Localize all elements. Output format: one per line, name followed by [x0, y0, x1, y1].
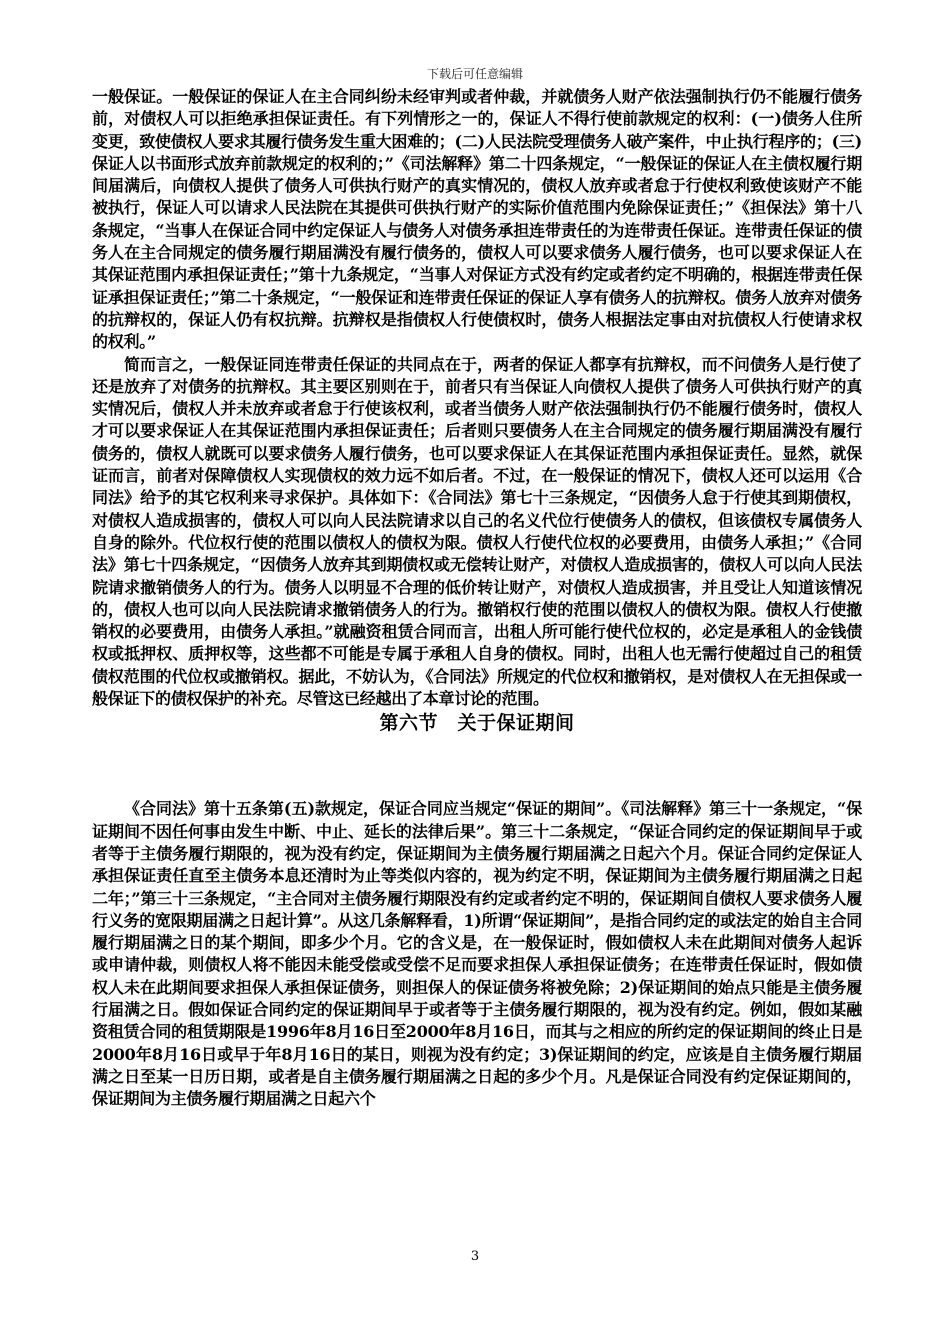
- paragraph-general-guarantee: 一般保证。一般保证的保证人在主合同纠纷未经审判或者仲裁，并就债务人财产依法强制执行仍不能履行债务前，对债权人可以拒绝承担保证责任。有下列情形之一的，保证人不得行使前款规定的权利：(一)债务人住所变更，致使债权人要求其履行债务发生重大困难的；(二)人民法院受理债务人破产案件，中止执行程序的；(三)保证人以书面形式放弃前款规定的权利的；”《司法解释》第二十四条规定，“一般保证的保证人在主债权履行期间届满后，向债权人提供了债务人可供执行财产的真实情况的，债权人放弃或者怠于行使权利致使该财产不能被执行，保证人可以请求人民法院在其提供可供执行财产的实际价值范围内免除保证责任；”《担保法》第十八条规定，“当事人在保证合同中约定保证人与债务人对债务承担连带责任的为连带责任保证。连带责任保证的债务人在主合同规定的债务履行期届满没有履行债务的，债权人可以要求债务人履行债务，也可以要求保证人在其保证范围内承担保证责任；”第十九条规定，“当事人对保证方式没有约定或者约定不明确的，根据连带责任保证承担保证责任；”第二十条规定，“一般保证和连带责任保证的保证人享有债务人的抗辩权。债务人放弃对债务的抗辩权的，保证人仍有权抗辩。抗辩权是指债权人行使债权时，债务人根据法定事由对抗债权人行使请求权的权利。”: [92, 87, 862, 352]
- page-number: 3: [470, 1249, 480, 1264]
- paragraph-guarantee-period: 《合同法》第十五条第(五)款规定，保证合同应当规定“保证的期间”。《司法解释》第三十一条规定，“保证期间不因任何事由发生中断、中止、延长的法律后果”。第三十二条规定，“保证合同约定的保证期间早于或者等于主债务履行期限的，视为没有约定，保证期间为主债务履行期届满之日起六个月。保证合同约定保证人承担保证责任直至主债务本息还清时为止等类似内容的，视为约定不明，保证期间为主债务履行期届满之日起二年；”第三十三条规定，“主合同对主债务履行期限没有约定或者约定不明的，保证期间自债权人要求债务人履行义务的宽限期届满之日起计算”。从这几条解释看，1)所谓“保证期间”，是指合同约定的或法定的始自主合同履行期届满之日的某个期间，即多少个月。它的含义是，在一般保证时，假如债权人未在此期间对债务人起诉或申请仲裁，则债权人将不能因未能受偿或受偿不足而要求担保人承担保证债务；在连带责任保证时，假如债权人未在此期间要求担保人承担保证债务，则担保人的保证债务将被免除；2)保证期间的始点只能是主债务履行届满之日。假如保证合同约定的保证期间早于或者等于主债务履行期限的，视为没有约定。例如，假如某融资租赁合同的租赁期限是1996年8月16日至2000年8月16日，而其与之相应的所约定的保证期间的终止日是2000年8月16日或早于年8月16日的某日，则视为没有约定；3)保证期间的约定，应该是自主债务履行期届满之日至某一日历日期，或者是自主债务履行期届满之日起的多少个月。凡是保证合同没有约定保证期间的，保证期间为主债务履行期届满之日起六个: [92, 799, 862, 1109]
- paragraph-comparison: 简而言之，一般保证同连带责任保证的共同点在于，两者的保证人都享有抗辩权，而不问债务人是行使了还是放弃了对债务的抗辩权。其主要区别则在于，前者只有当保证人向债权人提供了债务人可供执行财产的真实情况后，债权人并未放弃或者怠于行使该权利，或者当债务人财产依法强制执行仍不能履行债务时，债权人才可以要求保证人在其保证范围内承担保证责任；后者则只要债务人在主合同规定的债务履行期届满没有履行债务的，债权人就既可以要求债务人履行债务，也可以要求保证人在其保证范围内承担保证责任。显然，就保证而言，前者对保障债权人实现债权的效力远不如后者。不过，在一般保证的情况下，债权人还可以运用《合同法》给予的其它权利来寻求保护。具体如下：《合同法》第七十三条规定，“因债务人怠于行使其到期债权，对债权人造成损害的，债权人可以向人民法院请求以自己的名义代位行使债务人的债权，但该债权专属债务人自身的除外。代位权行使的范围以债权人的债权为限。债权人行使代位权的必要费用，由债务人承担；”《合同法》第七十四条规定，“因债务人放弃其到期债权或无偿转让财产，对债权人造成损害的，债权人可以向人民法院请求撤销债务人的行为。债务人以明显不合理的低价转让财产，对债权人造成损害，并且受让人知道该情况的，债权人也可以向人民法院请求撤销债务人的行为。撤销权行使的范围以债权人的债权为限。债权人行使撤销权的必要费用，由债务人承担。”就融资租赁合同而言，出租人所可能行使代位权的，必定是承租人的金钱债权或抵押权、质押权等，这些都不可能是专属于承租人自身的债权。同时，出租人也无需行使超过自己的租赁债权范围的代位权或撤销权。据此，不妨认为，《合同法》所规定的代位权和撤销权，是对债权人在无担保或一般保证下的债权保护的补充。尽管这已经越出了本章讨论的范围。: [92, 354, 862, 709]
- document-body: [92, 86, 862, 1110]
- section-title: 第六节 关于保证期间: [379, 712, 575, 735]
- page-header-note: 下载后可任意编辑: [426, 67, 523, 81]
